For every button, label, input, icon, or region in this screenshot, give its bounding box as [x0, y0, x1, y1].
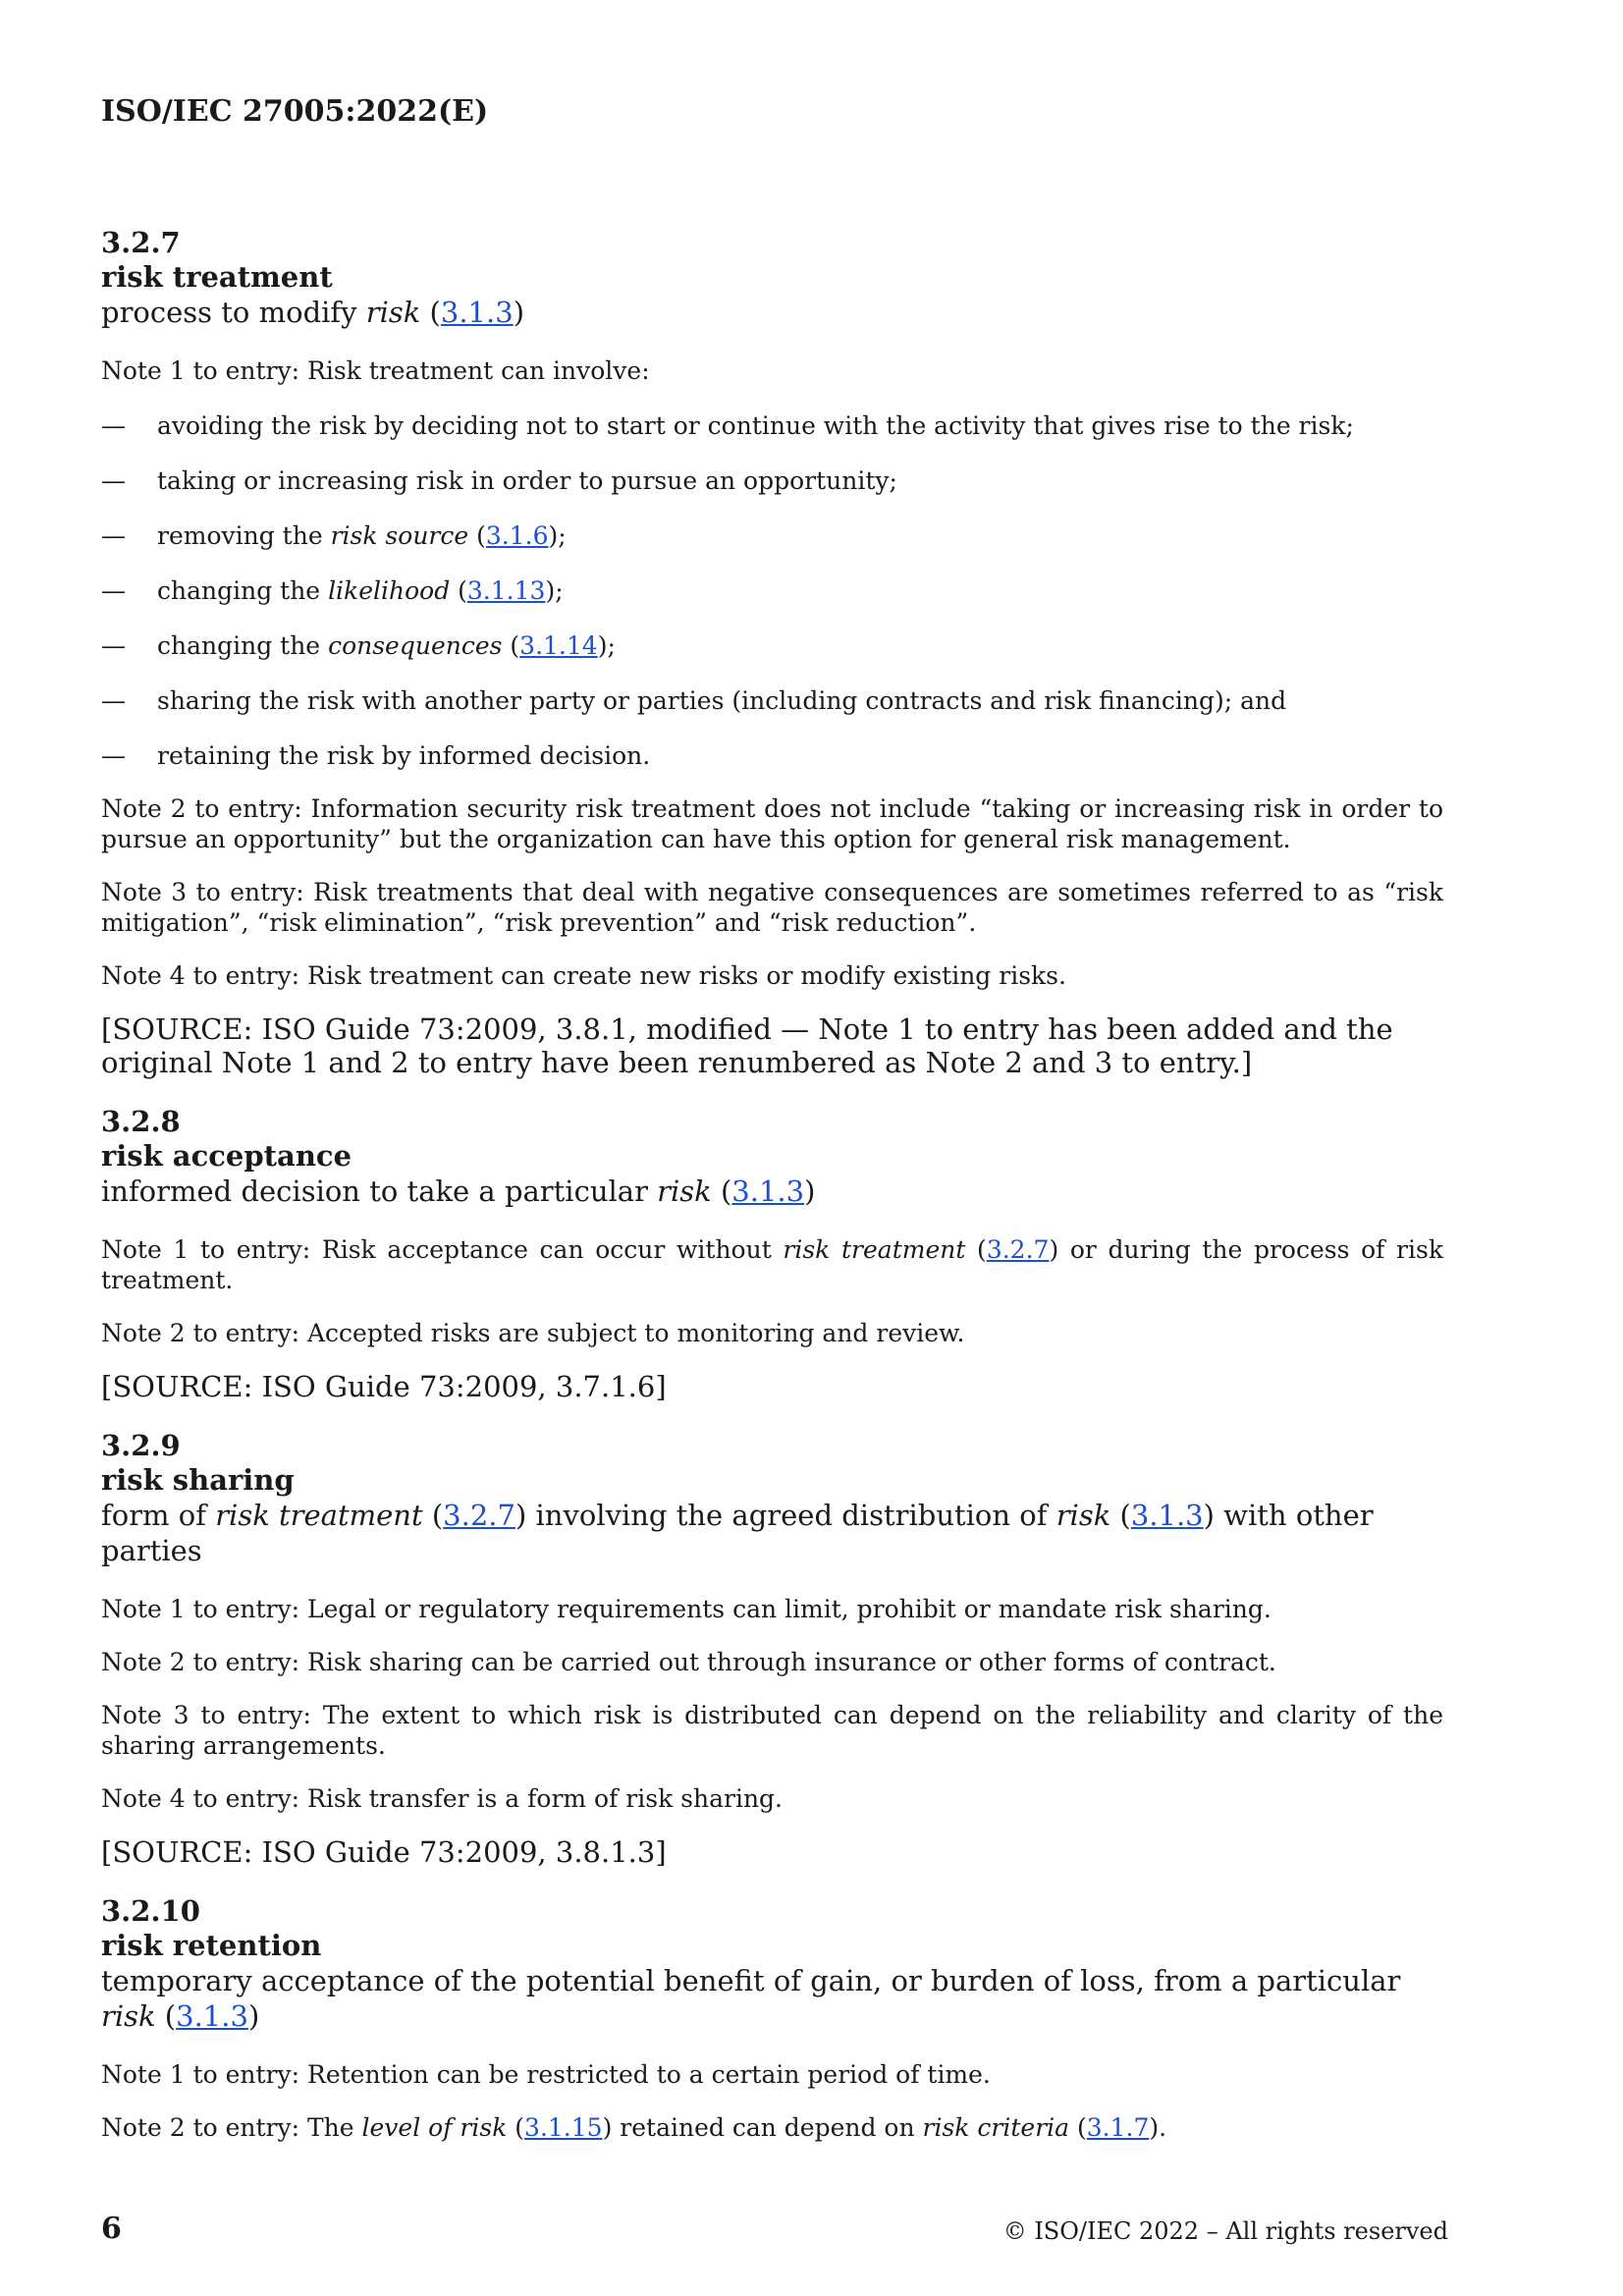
term-definition: temporary acceptance of the potential benefit of gain, or burden of loss, from a particular risk (3.1.3)	[101, 1964, 1401, 2033]
term-reference-name: risk	[1055, 1499, 1111, 1532]
note-1: Note 1 to entry: Risk treatment can involve:	[101, 356, 650, 385]
cross-reference-link[interactable]: 3.1.13	[466, 576, 546, 605]
note-3: Note 3 to entry: Risk treatments that deal with negative consequences are sometimes referred to as “risk mitigation”, “risk elimination”, “risk prevention” and “risk reduction”.	[101, 878, 1443, 937]
note-4: Note 4 to entry: Risk transfer is a form of risk sharing.	[101, 1784, 784, 1813]
term-name: risk acceptance	[101, 1139, 352, 1173]
copyright-notice: © ISO/IEC 2022 – All rights reserved	[1002, 2217, 1448, 2245]
term-3-2-7	[101, 226, 1443, 1079]
term-3-2-10	[101, 1894, 1443, 2143]
term-number: 3.2.10	[101, 1894, 200, 1928]
cross-reference-link[interactable]: 3.1.14	[519, 631, 598, 660]
em-dash-marker: —	[101, 576, 126, 605]
list-item: — taking or increasing risk in order to pursue an opportunity;	[101, 466, 897, 495]
list-item: — sharing the risk with another party or parties (including contracts and risk financing); and	[101, 686, 1287, 715]
cross-reference-link[interactable]: 3.1.3	[731, 1175, 805, 1208]
cross-reference-link[interactable]: 3.1.7	[1086, 2113, 1150, 2142]
term-reference-name: likelihood	[328, 576, 451, 605]
list-item: — changing the consequences (3.1.14);	[101, 631, 616, 660]
cross-reference-link[interactable]: 3.1.3	[440, 296, 514, 329]
cross-reference-link[interactable]: 3.1.3	[176, 1999, 248, 2033]
term-number: 3.2.7	[101, 226, 181, 259]
note-3: Note 3 to entry: The extent to which risk is distributed can depend on the reliability and clarity of the sharing arrangements.	[101, 1701, 1443, 1760]
term-number: 3.2.9	[101, 1429, 181, 1462]
cross-reference-link[interactable]: 3.1.3	[1130, 1499, 1204, 1532]
term-3-2-9	[101, 1429, 1443, 1869]
em-dash-marker: —	[101, 466, 126, 495]
cross-reference-link[interactable]: 3.2.7	[443, 1499, 515, 1532]
cross-reference-link[interactable]: 3.1.15	[524, 2113, 603, 2142]
note-2: Note 2 to entry: Information security risk treatment does not include “taking or increasing risk in order to pursue an opportunity” but the organization can have this option for general risk management.	[101, 794, 1443, 853]
list-item: — retaining the risk by informed decision.	[101, 741, 651, 770]
source-citation: [SOURCE: ISO Guide 73:2009, 3.7.1.6]	[101, 1370, 667, 1403]
term-reference-name: risk	[657, 1175, 712, 1208]
term-definition: informed decision to take a particular risk (3.1.3)	[101, 1175, 816, 1208]
term-definition: form of risk treatment (3.2.7) involving the agreed distribution of risk (3.1.3) with other parties	[101, 1499, 1374, 1567]
term-reference-name: consequences	[328, 631, 503, 660]
term-definition: process to modify risk (3.1.3)	[101, 296, 525, 329]
term-number: 3.2.8	[101, 1105, 181, 1138]
cross-reference-link[interactable]: 3.2.7	[986, 1235, 1050, 1264]
document-id-header: ISO/IEC 27005:2022(E)	[101, 94, 489, 129]
note-1: Note 1 to entry: Retention can be restricted to a certain period of time.	[101, 2060, 991, 2089]
em-dash-marker: —	[101, 521, 126, 550]
term-reference-name: risk criteria	[922, 2113, 1070, 2142]
term-reference-name: risk source	[330, 521, 469, 550]
note-2: Note 2 to entry: The level of risk (3.1.15) retained can depend on risk criteria (3.1.7).	[101, 2113, 1167, 2142]
term-name: risk sharing	[101, 1463, 295, 1497]
term-reference-name: level of risk	[361, 2113, 508, 2142]
source-citation: [SOURCE: ISO Guide 73:2009, 3.8.1, modified — Note 1 to entry has been added and the original Note 1 and 2 to entry have been renumbered as Note 2 and 3 to entry.]	[101, 1012, 1393, 1079]
term-reference-name: risk treatment	[783, 1235, 966, 1264]
note-2: Note 2 to entry: Accepted risks are subject to monitoring and review.	[101, 1319, 965, 1347]
term-reference-name: risk treatment	[215, 1499, 423, 1532]
em-dash-marker: —	[101, 631, 126, 660]
term-reference-name: risk	[101, 1999, 156, 2033]
document-body	[101, 226, 1443, 2143]
list-item: — changing the likelihood (3.1.13);	[101, 576, 564, 605]
em-dash-marker: —	[101, 741, 126, 770]
term-reference-name: risk	[365, 296, 421, 329]
term-name: risk retention	[101, 1929, 322, 1962]
em-dash-marker: —	[101, 411, 126, 440]
cross-reference-link[interactable]: 3.1.6	[485, 521, 549, 550]
list-item: — avoiding the risk by deciding not to start or continue with the activity that gives rise to the risk;	[101, 411, 1354, 440]
source-citation: [SOURCE: ISO Guide 73:2009, 3.8.1.3]	[101, 1835, 667, 1869]
note-1: Note 1 to entry: Legal or regulatory requirements can limit, prohibit or mandate risk sharing.	[101, 1595, 1271, 1623]
em-dash-marker: —	[101, 686, 126, 715]
term-3-2-8	[101, 1105, 1443, 1403]
page-number: 6	[101, 2212, 122, 2246]
note-1: Note 1 to entry: Risk acceptance can occur without risk treatment (3.2.7) or during the process of risk treatment.	[101, 1235, 1443, 1294]
list-item: — removing the risk source (3.1.6);	[101, 521, 567, 550]
note-4: Note 4 to entry: Risk treatment can create new risks or modify existing risks.	[101, 961, 1066, 990]
term-name: risk treatment	[101, 260, 333, 294]
note-2: Note 2 to entry: Risk sharing can be carried out through insurance or other forms of contract.	[101, 1648, 1276, 1676]
dash-list	[101, 410, 1443, 771]
